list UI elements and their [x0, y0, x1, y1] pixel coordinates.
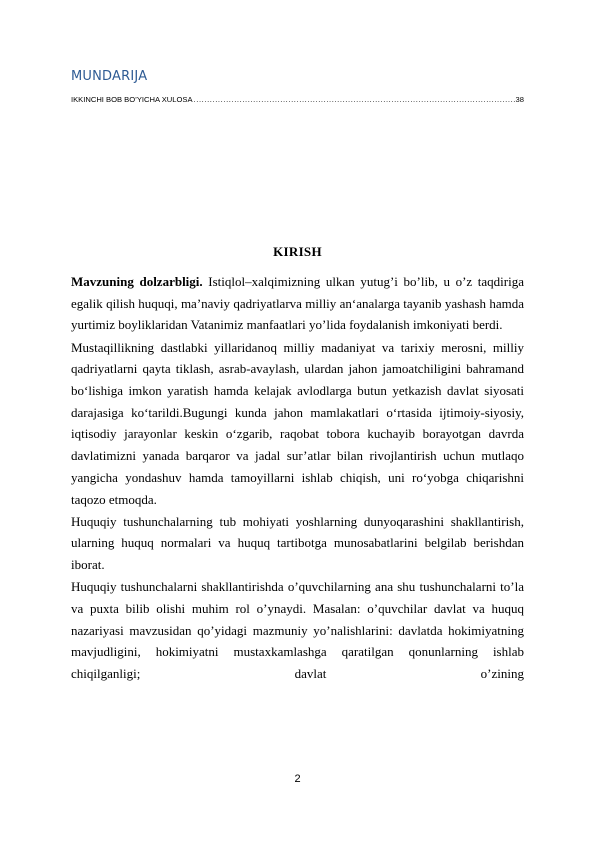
body-text [71, 271, 524, 685]
toc-entry-label: IKKINCHI BOB BO’YICHA XULOSA [71, 95, 193, 104]
toc-entry-page: 38 [515, 95, 524, 104]
toc-entry[interactable] [71, 95, 524, 104]
page-number: 2 [294, 773, 301, 785]
paragraph-relevance [71, 271, 524, 336]
toc-dot-leader [194, 95, 515, 104]
paragraph [71, 576, 524, 685]
paragraph [71, 511, 524, 576]
paragraph-text: Huquqiy tushunchalarning tub mohiyati yoshlarning dunyoqarashini shakllantirish, ularning huquq normalari va huquq tartibotga munosabatlarini belgilab berishdan iborat. [71, 513, 524, 573]
toc-title: MUNDARIJA [71, 69, 148, 84]
paragraph-lead: Mavzuning dolzarbligi. [71, 274, 203, 289]
paragraph [71, 337, 524, 511]
paragraph-text: Mustaqillikning dastlabki yillaridanoq milliy madaniyat va tarixiy merosni, milliy qadriyatlarni qayta tiklash, asrab-avaylash, ulardan jahon jamoatchiligini bahramand bo‘lishiga imkon yaratish hamda kelajak avlodlarga butun yetkazish davlat siyosati darajasiga ko‘tarildi.Bugungi kunda jahon mamlakatlari o‘rtasida ijtimoiy-siyosiy, iqtisodiy jarayonlar keskin o‘zgarib, raqobat tobora kuchayib borayotgan davrda davlatimizni yanada barqaror va jadal sur’atlar bilan rivojlantirish uchun mutlaqo yangicha yondashuv hamda tamoyillarni ishlab chiqish, uni ro‘yobga chiqarishni taqozo etmoqda. [71, 339, 524, 507]
paragraph-text: Istiqlol–xalqimizning ulkan yutug’i bo’lib, u o’z taqdiriga egalik qilish huquqi, ma’naviy qadriyatlarva milliy an‘analarga tayanib yashash hamda yurtimiz boyliklaridan Vatanimiz manfaatlari yo’lida foydalanish imkoniyati berdi. [71, 274, 524, 333]
section-heading: KIRISH [273, 244, 322, 259]
paragraph-text: Huquqiy tushunchalarni shakllantirishda o’quvchilarning ana shu tushunchalarni to’la va puxta bilib olishi muhim rol o’ynaydi. Masalan: o’quvchilar davlat va huquq nazariyasi mavzusidan qo’yidagi mazmuniy yo’nalishlarini: davlatda hokimiyatning mavjudligini, hokimiyatni mustaxkamlashga qaratilgan qonunlarning ishlab chiqilganligi; davlat o’zining [71, 579, 524, 682]
